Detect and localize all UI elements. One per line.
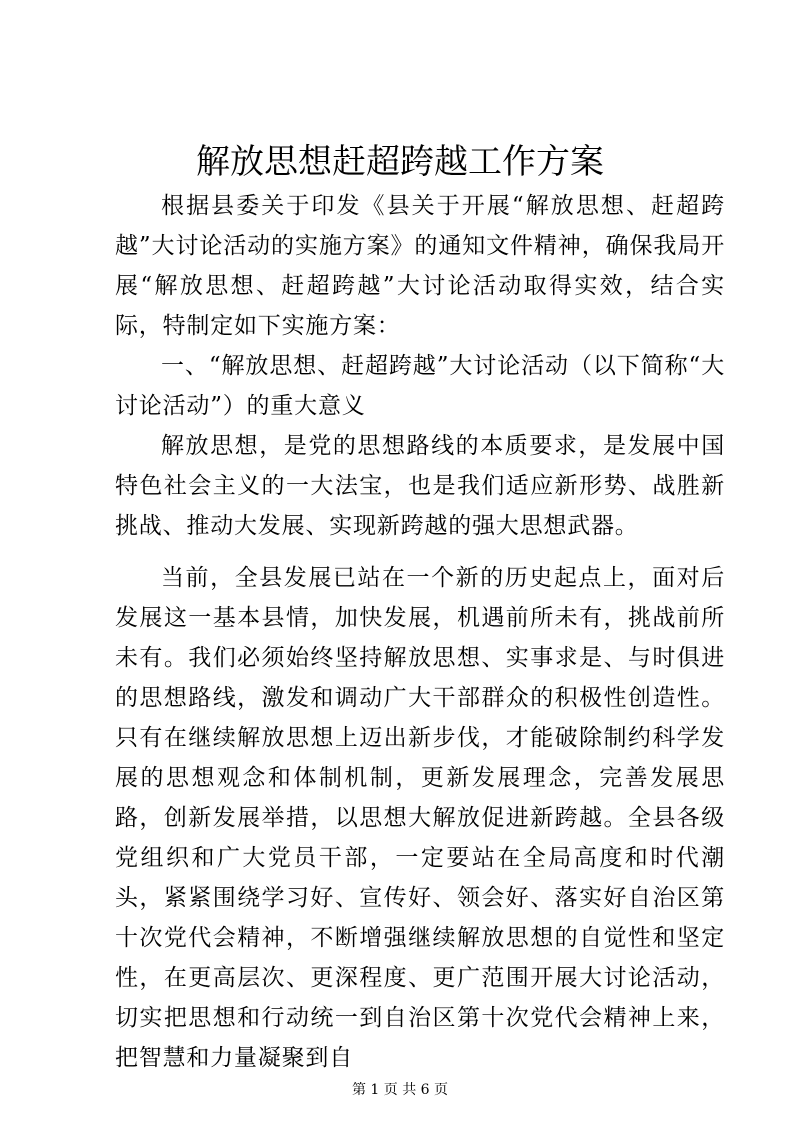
document-body: [115, 186, 725, 1078]
paragraph-significance: 解放思想，是党的思想路线的本质要求，是发展中国特色社会主义的一大法宝，也是我们适应新形势、战胜新挑战、推动大发展、实现新跨越的强大思想武器。: [115, 433, 725, 539]
document-title: 解放思想赶超跨越工作方案: [196, 142, 604, 182]
paragraph-current-situation: 当前，全县发展已站在一个新的历史起点上，面对后发展这一基本县情，加快发展，机遇前所未有，挑战前所未有。我们必须始终坚持解放思想、实事求是、与时俱进的思想路线，激发和调动广大干部群众的积极性创造性。只有在继续解放思想上迈出新步伐，才能破除制约科学发展的思想观念和体制机制，更新发展理念，完善发展思路，创新发展举措，以思想大解放促进新跨越。全县各级党组织和广大党员干部，一定要站在全局高度和时代潮头，紧紧围绕学习好、宣传好、领会好、落实好自治区第十次党代会精神，不断增强继续解放思想的自觉性和坚定性，在更高层次、更深程度、更广范围开展大讨论活动，切实把思想和行动统一到自治区第十次党代会精神上来，把智慧和力量凝聚到自: [115, 565, 725, 1071]
page-footer: 第 1 页 共 6 页: [351, 1082, 449, 1098]
paragraph-intro: 根据县委关于印发《县关于开展“解放思想、赶超跨越”大讨论活动的实施方案》的通知文件精神，确保我局开展“解放思想、赶超跨越”大讨论活动取得实效，结合实际，特制定如下实施方案：: [115, 193, 725, 339]
section-heading-1: 一、“解放思想、赶超跨越”大讨论活动（以下简称“大讨论活动”）的重大意义: [115, 353, 725, 419]
